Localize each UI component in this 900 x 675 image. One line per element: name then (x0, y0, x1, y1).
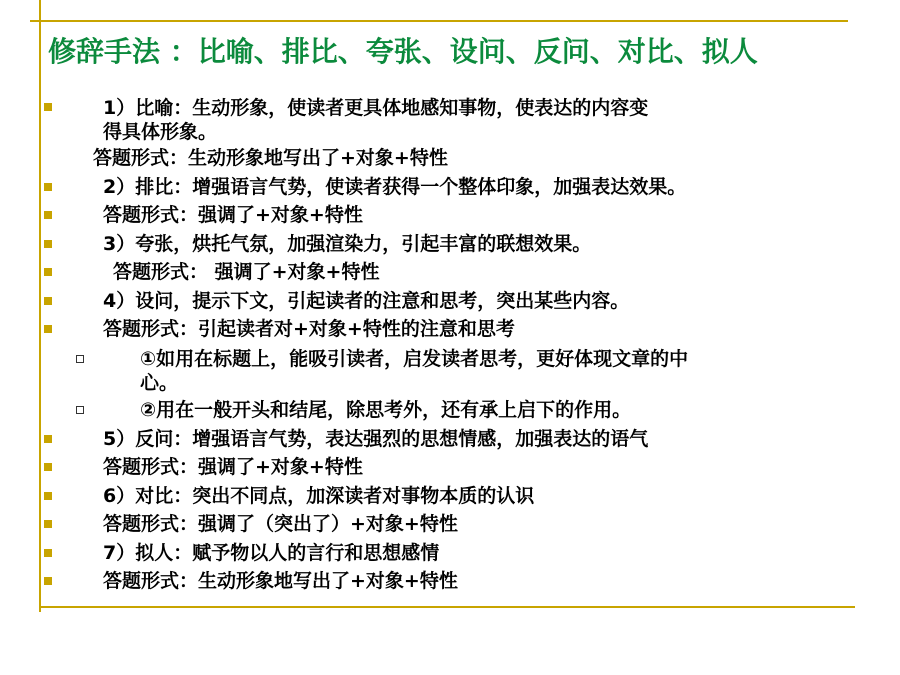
sub-bullet-icon (76, 355, 84, 363)
bullet-icon (44, 463, 52, 471)
item-text: 6）对比：突出不同点，加深读者对事物本质的认识 (103, 485, 535, 507)
slide-title: 修辞手法 ：比喻、排比、夸张、设问、反问、对比、拟人 (48, 35, 758, 68)
bullet-icon (44, 435, 52, 443)
bullet-icon (44, 325, 52, 333)
bullet-icon (44, 577, 52, 585)
item-text: 5）反问：增强语言气势，表达强烈的思想情感，加强表达的语气 (103, 428, 649, 450)
bullet-icon (44, 492, 52, 500)
sub-item-text-continued: 心。 (140, 372, 179, 394)
item-text: 答题形式：强调了+对象+特性 (103, 204, 363, 226)
sub-item-text: ②用在一般开头和结尾，除思考外，还有承上启下的作用。 (140, 399, 632, 421)
item-text: 4）设问，提示下文，引起读者的注意和思考，突出某些内容。 (103, 290, 630, 312)
item-text: 答题形式：强调了+对象+特性 (103, 456, 363, 478)
item-text: 2）排比：增强语言气势，使读者获得一个整体印象，加强表达效果。 (103, 176, 687, 198)
item-text: 答题形式：生动形象地写出了+对象+特性 (103, 570, 458, 592)
item-text: 答题形式：强调了（突出了）+对象+特性 (103, 513, 458, 535)
item-text: 答题形式： 强调了+对象+特性 (113, 261, 380, 283)
bullet-icon (44, 240, 52, 248)
item-text: 1）比喻：生动形象，使读者更具体地感知事物，使表达的内容变 (103, 97, 649, 119)
bullet-icon (44, 211, 52, 219)
sub-item-text: ①如用在标题上，能吸引读者，启发读者思考，更好体现文章的中 (140, 348, 689, 370)
bullet-icon (44, 183, 52, 191)
bullet-icon (44, 103, 52, 111)
item-text: 答题形式：生动形象地写出了+对象+特性 (93, 147, 448, 169)
item-text: 3）夸张，烘托气氛，加强渲染力，引起丰富的联想效果。 (103, 233, 592, 255)
bullet-icon (44, 549, 52, 557)
sub-bullet-icon (76, 406, 84, 414)
item-text: 7）拟人：赋予物以人的言行和思想感情 (103, 542, 440, 564)
bullet-icon (44, 268, 52, 276)
bullet-icon (44, 520, 52, 528)
item-text-continued: 得具体形象。 (103, 121, 218, 143)
bullet-icon (44, 297, 52, 305)
item-text: 答题形式：引起读者对+对象+特性的注意和思考 (103, 318, 515, 340)
